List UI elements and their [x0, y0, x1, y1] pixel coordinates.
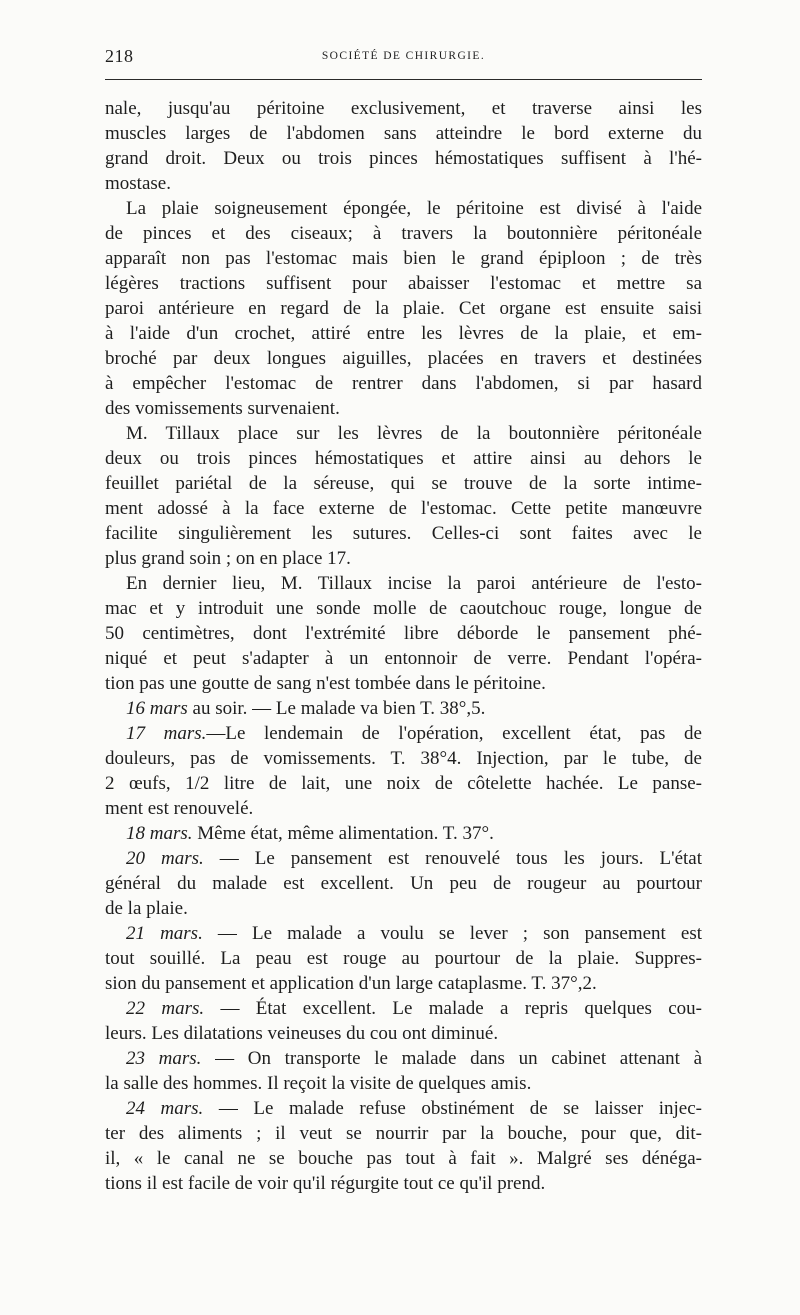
text-line: niqué et peut s'adapter à un entonnoir de verre. Pendant l'opéra-: [105, 648, 702, 669]
entry-date: 16 mars: [126, 698, 188, 719]
journal-entry: 20 mars. — Le pansement est renouvelé tous les jours. L'état: [126, 848, 702, 869]
body-text: [105, 96, 702, 1196]
journal-entry: 23 mars. — On transporte le malade dans un cabinet attenant à: [126, 1048, 702, 1069]
text-line: général du malade est excellent. Un peu de rougeur au pourtour: [105, 873, 702, 894]
text-line: de pinces et des ciseaux; à travers la boutonnière péritonéale: [105, 223, 702, 244]
text-line: mostase.: [105, 173, 171, 194]
text-line: paroi antérieure en regard de la plaie. Cet organe est ensuite saisi: [105, 298, 702, 319]
entry-date: 21 mars.: [126, 923, 203, 944]
journal-entry: 22 mars. — État excellent. Le malade a repris quelques cou-: [126, 998, 702, 1019]
text-line: il, « le canal ne se bouche pas tout à fait ». Malgré ses dénéga-: [105, 1148, 702, 1169]
text-line: grand droit. Deux ou trois pinces hémostatiques suffisent à l'hé-: [105, 148, 702, 169]
text-line: La plaie soigneusement épongée, le péritoine est divisé à l'aide: [126, 198, 702, 219]
text-line: facilite singulièrement les sutures. Celles-ci sont faites avec le: [105, 523, 702, 544]
text-line: 2 œufs, 1/2 litre de lait, une noix de côtelette hachée. Le panse-: [105, 773, 702, 794]
text-line: douleurs, pas de vomissements. T. 38°4. Injection, par le tube, de: [105, 748, 702, 769]
text-line: mac et y introduit une sonde molle de caoutchouc rouge, longue de: [105, 598, 702, 619]
text-line: ment adossé à la face externe de l'estomac. Cette petite manœuvre: [105, 498, 702, 519]
text-line: tout souillé. La peau est rouge au pourtour de la plaie. Suppres-: [105, 948, 702, 969]
journal-entry: 16 mars au soir. — Le malade va bien T. 38°,5.: [126, 698, 486, 719]
journal-entry: 24 mars. — Le malade refuse obstinément de se laisser injec-: [126, 1098, 702, 1119]
text-line: feuillet pariétal de la séreuse, qui se trouve de la sorte intime-: [105, 473, 702, 494]
text-line: M. Tillaux place sur les lèvres de la boutonnière péritonéale: [126, 423, 702, 444]
text-line: à empêcher l'estomac de rentrer dans l'abdomen, si par hasard: [105, 373, 702, 394]
text-line: muscles larges de l'abdomen sans atteindre le bord externe du: [105, 123, 702, 144]
header-rule: [105, 79, 702, 80]
text-line: 50 centimètres, dont l'extrémité libre déborde le pansement phé-: [105, 623, 702, 644]
text-line: nale, jusqu'au péritoine exclusivement, et traverse ainsi les: [105, 98, 702, 119]
text-line: de la plaie.: [105, 898, 188, 919]
text-line: tion pas une goutte de sang n'est tombée dans le péritoine.: [105, 673, 546, 694]
entry-date: 23 mars.: [126, 1048, 202, 1069]
entry-date: 20 mars.: [126, 848, 204, 869]
text-line: la salle des hommes. Il reçoit la visite de quelques amis.: [105, 1073, 532, 1094]
text-line: plus grand soin ; on en place 17.: [105, 548, 351, 569]
running-title: SOCIÉTÉ DE CHIRURGIE.: [321, 50, 486, 62]
entry-date: 22 mars.: [126, 998, 205, 1019]
journal-entry: 17 mars.—Le lendemain de l'opération, excellent état, pas de: [126, 723, 702, 744]
page-number: 218: [105, 46, 134, 66]
text-line: ment est renouvelé.: [105, 798, 254, 819]
entry-date: 18 mars.: [126, 823, 193, 844]
entry-date: 17 mars.: [126, 723, 207, 744]
journal-entry: 21 mars. — Le malade a voulu se lever ; son pansement est: [126, 923, 702, 944]
text-line: légères tractions suffisent pour abaisser l'estomac et mettre sa: [105, 273, 702, 294]
text-line: ter des aliments ; il veut se nourrir par la bouche, pour que, dit-: [105, 1123, 702, 1144]
text-line: sion du pansement et application d'un large cataplasme. T. 37°,2.: [105, 973, 597, 994]
text-line: deux ou trois pinces hémostatiques et attire ainsi au dehors le: [105, 448, 702, 469]
text-line: En dernier lieu, M. Tillaux incise la paroi antérieure de l'esto-: [126, 573, 702, 594]
text-line: tions il est facile de voir qu'il régurgite tout ce qu'il prend.: [105, 1173, 546, 1194]
running-head: [105, 46, 702, 72]
entry-date: 24 mars.: [126, 1098, 204, 1119]
journal-entry: 18 mars. Même état, même alimentation. T. 37°.: [126, 823, 494, 844]
text-line: broché par deux longues aiguilles, placées en travers et destinées: [105, 348, 702, 369]
text-line: à l'aide d'un crochet, attiré entre les lèvres de la plaie, et em-: [105, 323, 702, 344]
text-line: leurs. Les dilatations veineuses du cou ont diminué.: [105, 1023, 499, 1044]
text-line: apparaît non pas l'estomac mais bien le grand épiploon ; de très: [105, 248, 702, 269]
text-line: des vomissements survenaient.: [105, 398, 340, 419]
